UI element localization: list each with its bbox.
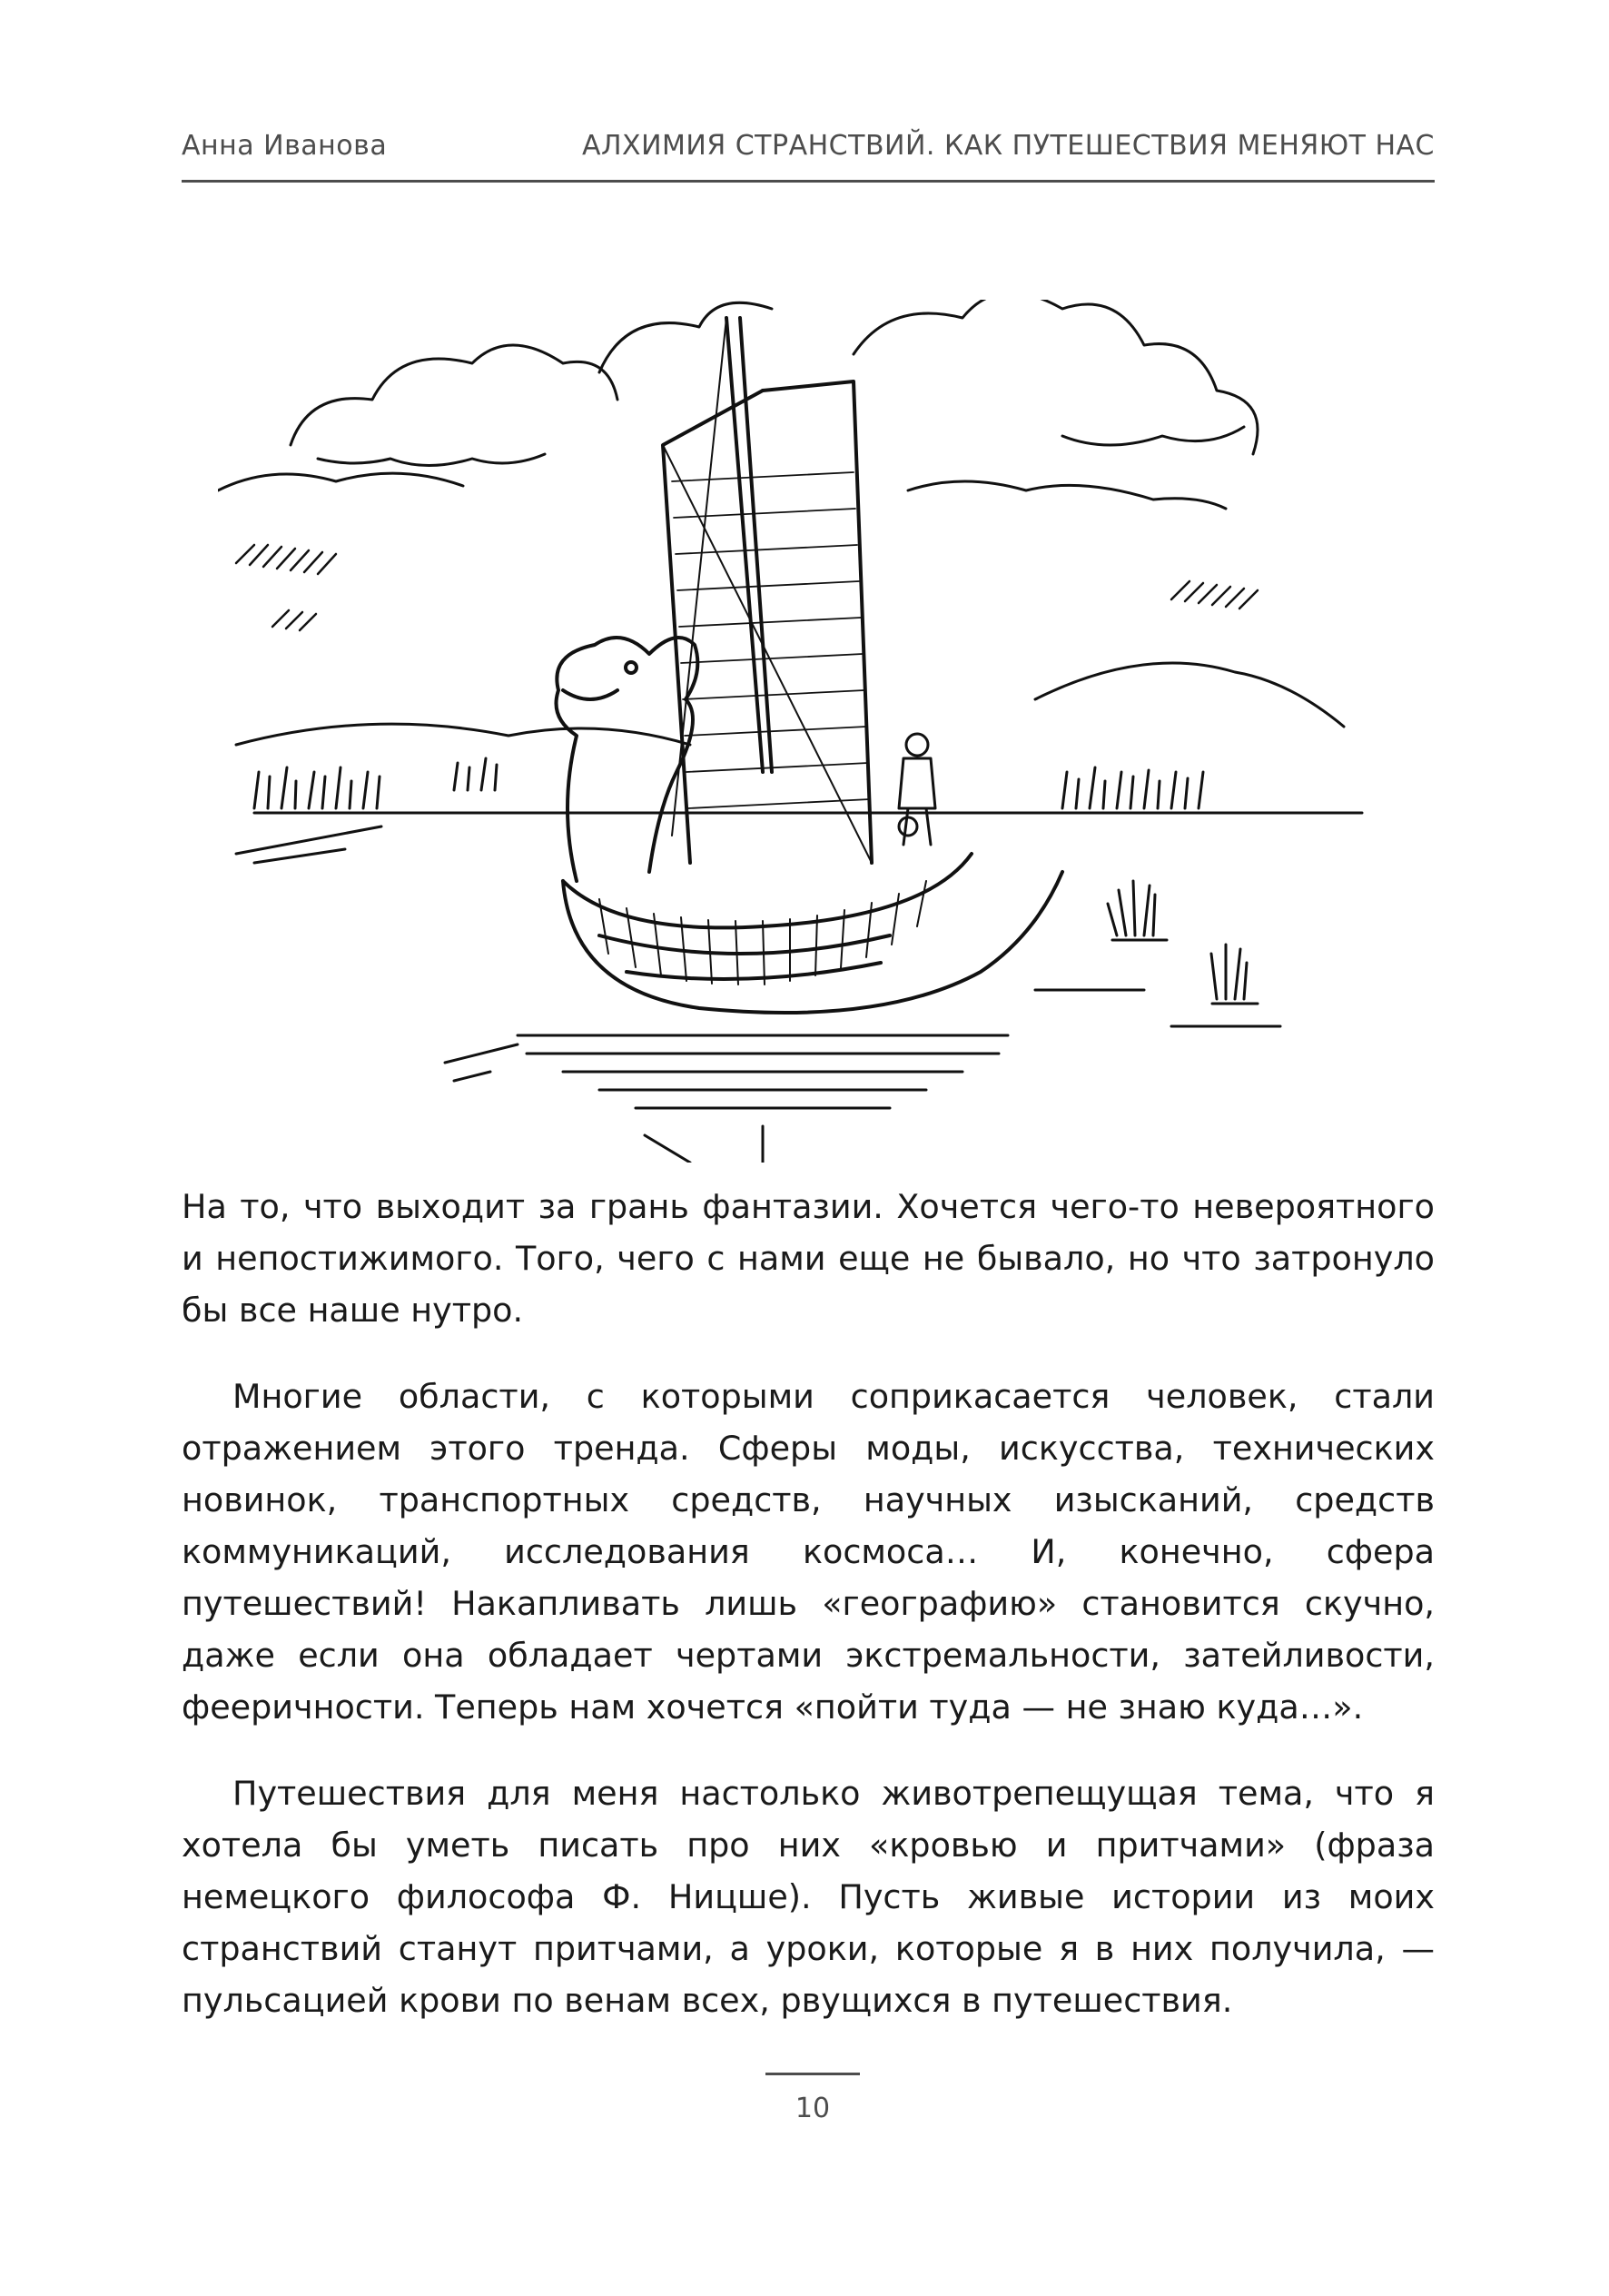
footer-divider <box>765 2073 860 2075</box>
running-header <box>182 125 1435 162</box>
page-number: 10 <box>795 2093 831 2124</box>
body-text <box>182 1181 1435 2061</box>
header-divider <box>182 180 1435 183</box>
paragraph-1: На то, что выходит за грань фантазии. Хочется чего-то невероятного и непостижимого. Того, чего с нами еще не бывало, но что затронуло бы все наше нутро. <box>182 1187 1435 1330</box>
reed-boat-illustration-icon <box>218 300 1398 1163</box>
header-book-title: АЛХИМИЯ СТРАНСТВИЙ. КАК ПУТЕШЕСТВИЯ МЕНЯЮТ НАС <box>581 130 1435 162</box>
paragraph-2: Многие области, с которыми соприкасается человек, стали отражением этого тренда. Сферы моды, искусства, технических новинок, транспортных средств, научных изысканий, средств коммуникаций, исследования космоса… И, конечно, сфера путешествий! Накапливать лишь «географию» становится скучно, даже если она обладает чертами экстремальности, затейливости, фееричности. Теперь нам хочется «пойти туда — не знаю куда…». <box>182 1377 1435 1727</box>
paragraph-3: Путешествия для меня настолько животрепещущая тема, что я хотела бы уметь писать про них «кровью и притчами» (фраза немецкого философа Ф. Ницше). Пусть живые истории из моих странствий станут притчами, а уроки, которые я в них получила, — пульсацией крови по венам всех, рвущихся в путешествия. <box>182 1774 1435 2020</box>
header-author: Анна Иванова <box>182 130 388 162</box>
